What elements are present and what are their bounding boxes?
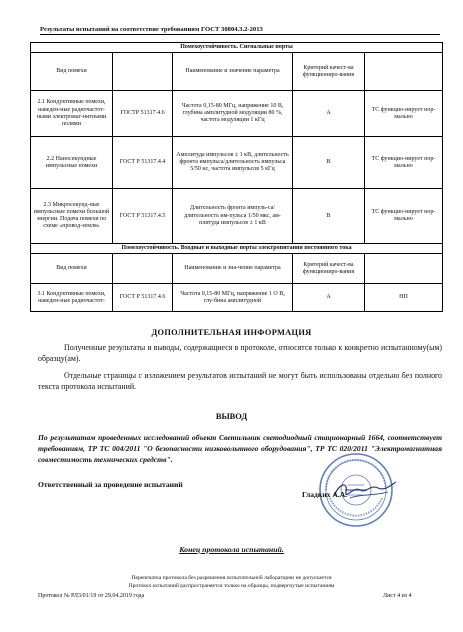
- cell-std: ГОСТ Р 51317.4.4: [113, 137, 173, 189]
- results-table: [30, 42, 443, 312]
- col-header-criterion: Критерий качест-ва функциониро-вания: [293, 254, 365, 284]
- col-header-param: Наименование и зна-чение параметра: [173, 254, 293, 284]
- col-header-param: Наименование и значение параметра: [173, 53, 293, 91]
- cell-criterion: В: [293, 189, 365, 244]
- responsible-label: Ответственный за проведение испытаний: [38, 480, 183, 489]
- end-of-protocol: Конец протокола испытаний.: [179, 545, 284, 554]
- sheet-number: Лист 4 из 4: [383, 593, 412, 599]
- section-title-signal-ports: Помехоустойчивость. Сигнальные порты: [31, 43, 443, 53]
- cell-criterion: В: [293, 137, 365, 189]
- footer-line-2: Протокол испытаний распространяется только на образцы, подвергнутые испытаниям: [128, 583, 335, 589]
- col-header-type: Вид помехи: [31, 53, 113, 91]
- cell-param: Амплитуда импульсов ± 1 кВ, длительность фронта импульса/длительность импульса 5/50 нс, частота импульсов 5 кГц: [173, 137, 293, 189]
- cell-criterion: А: [293, 91, 365, 137]
- table-row: [31, 284, 443, 312]
- signatory-name: Гладких А.А.: [302, 490, 348, 499]
- table-row: [31, 137, 443, 189]
- cell-result: ТС функцио-нирует нор-мально: [365, 137, 443, 189]
- protocol-number: Протокол № РЛ3/01/19 от 29.04.2019 года: [38, 593, 145, 599]
- cell-std: ГОСТ Р 51317.4.5: [113, 189, 173, 244]
- cell-result: ТС функцио-нирует нор-мально: [365, 189, 443, 244]
- cell-std: ГОСТ Р 51317.4.6: [113, 284, 173, 312]
- cell-criterion: А: [293, 284, 365, 312]
- cell-type: 2.1 Кондуктивные помехи, наведен-ные радиочастот-ными электромаг-нитными полями: [31, 91, 113, 137]
- col-header-criterion: Критерий качест-ва функциониро-вания: [293, 53, 365, 91]
- cell-std: ГОСТР 51317.4.6: [113, 91, 173, 137]
- cell-result: ТС функцио-нирует нор-мально: [365, 91, 443, 137]
- footer-line-1: Перепечатка протокола без разрешения испытательной лаборатории не допускается: [131, 575, 332, 581]
- conclusion-heading: ВЫВОД: [215, 412, 248, 421]
- section-title-dc-ports: Помехоустойчивость. Входные и выходные порты электропитания постоянного тока: [31, 244, 443, 254]
- cell-param: Частота 0,15-80 МГц, напряжение 1 О В, глу-бина амплитудной: [173, 284, 293, 312]
- additional-info-paragraph-1: Полученные результаты и выводы, содержащиеся в протоколе, относятся только к конкретно испытанному(ым) образцу(ам).: [38, 343, 442, 363]
- conclusion-text: По результатам проведенных исследований объект Светильник светодиодный стационарный 1664, соответствует требованиям, ТР ТС 004/2011 "О безопасности низковольтного оборудования", ТР ТС 020/2011 "Электромагнитная совместимость технических средств".: [38, 433, 442, 464]
- table-row: [31, 91, 443, 137]
- cell-type: 2.3 Микросекунд-ные импульсные помехи большой энергии. Подача помехи по схеме «провод-земля»: [31, 189, 113, 244]
- cell-type: 3.1 Кондуктивные помехи, наведен-ные радиочастот-: [31, 284, 113, 312]
- table-row: [31, 189, 443, 244]
- cell-param: Частота 0,15-80 МГц, напряжение 10 В, глубина амплитудной модуляции 80 %, частота модуляции 1 кГц: [173, 91, 293, 137]
- cell-type: 2.2 Наносекундные импульсные помехи: [31, 137, 113, 189]
- page-header-title: Результаты испытаний на соответствие требованиям ГОСТ 30804.3.2-2013: [40, 26, 440, 35]
- col-header-type: Вид помехи: [31, 254, 113, 284]
- cell-param: Длительность фронта импуль-са/длительность им-пульса 1/50 мкс, ам-плитуда импульсов ± 1 кВ: [173, 189, 293, 244]
- cell-result: НП: [365, 284, 443, 312]
- additional-info-paragraph-2: Отдельные страницы с изложением результатов испытаний не могут быть использованы отдельно без полного текста протокола испытаний.: [38, 371, 442, 391]
- additional-info-heading: ДОПОЛНИТЕЛЬНАЯ ИНФОРМАЦИЯ: [151, 328, 312, 337]
